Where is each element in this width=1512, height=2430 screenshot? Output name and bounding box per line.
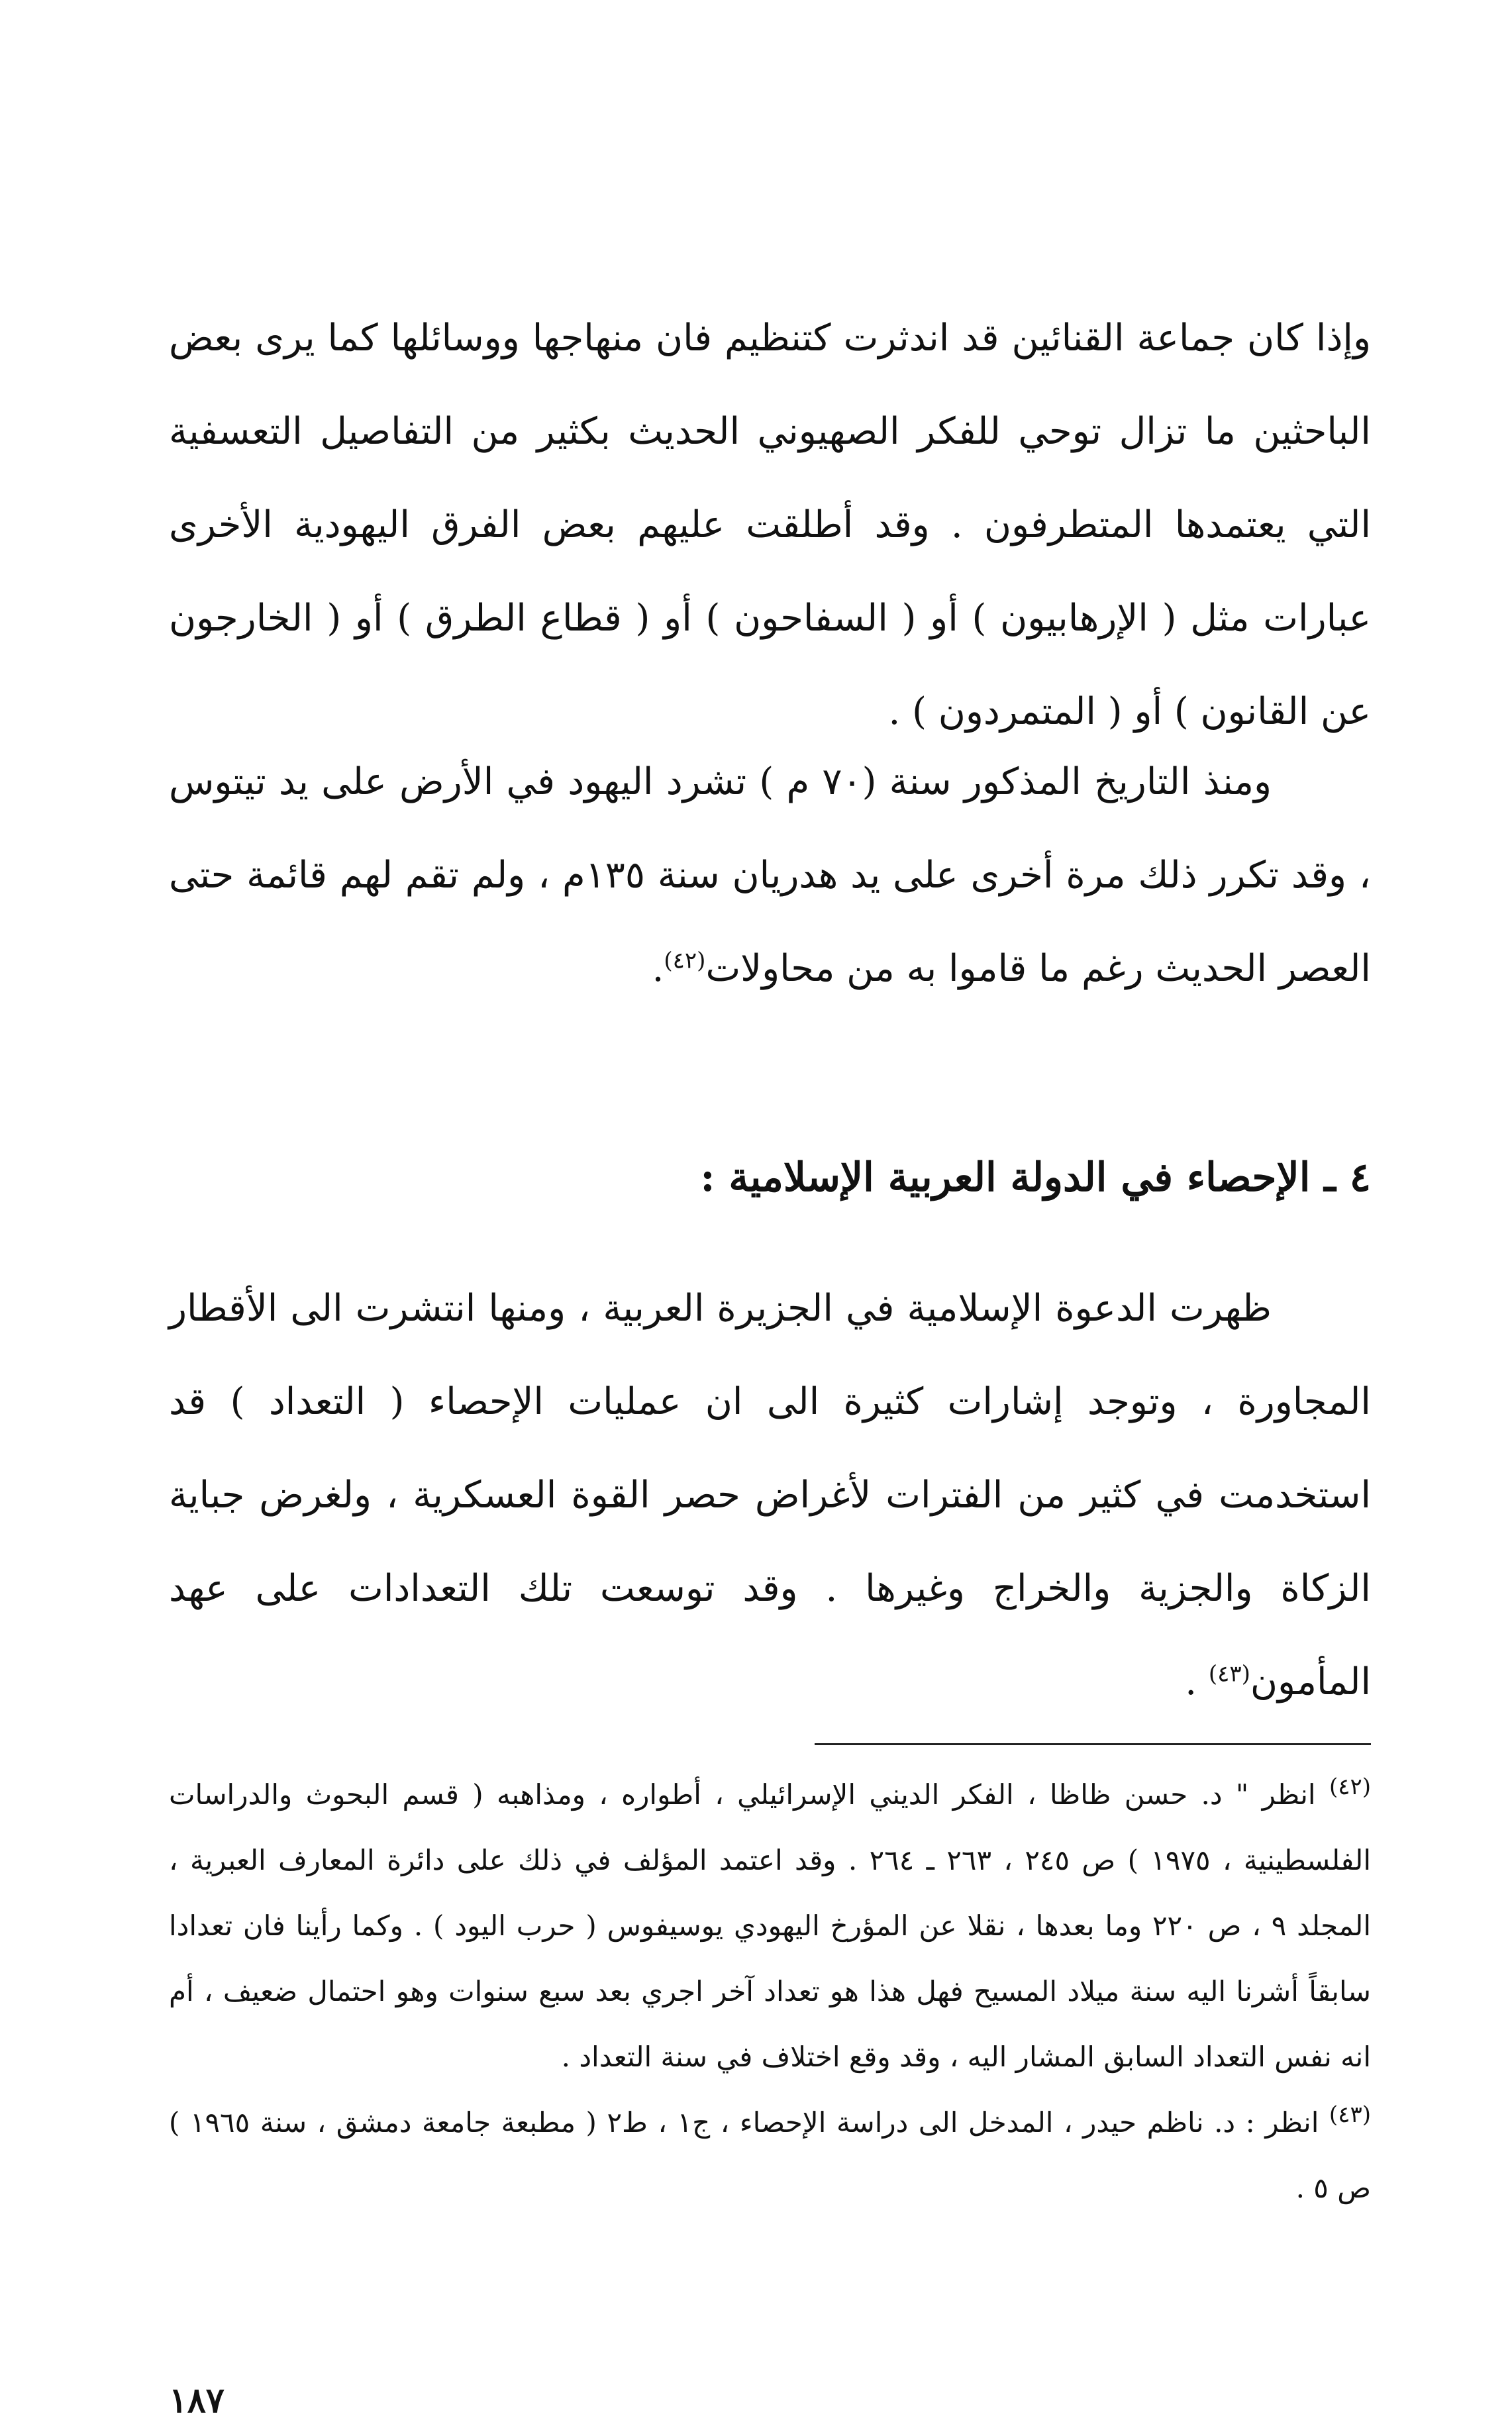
footnote-ref-42[interactable]: (٤٢) (664, 947, 706, 974)
paragraph-end: . (1185, 1660, 1209, 1703)
paragraph-end: . (652, 947, 664, 990)
footnote-text: انظر " د. حسن ظاظا ، الفكر الديني الإسرائيلي ، أطواره ، ومذاهبه ( قسم البحوث والدراسات الفلسطينية ، ١٩٧٥ ) ص ٢٤٥ ، ٢٦٣ ـ ٢٦٤ . وقد اعتمد المؤلف في ذلك على دائرة المعارف العبرية ، المجلد ٩ ، ص ٢٢٠ وما بعدها ، نقلا عن المؤرخ اليهودي يوسيفوس ( حرب اليود ) . وكما رأينا فان تعدادا سابقاً أشرنا اليه سنة ميلاد المسيح فهل هذا هو تعداد آخر اجري بعد سبع سنوات وهو احتمال ضعيف ، أم انه نفس التعداد السابق المشار اليه ، وقد وقع اختلاف في سنة التعداد . (169, 1778, 1371, 2073)
footnote-43 (169, 2090, 1371, 2221)
page-number: ١٨٧ (169, 2380, 225, 2421)
paragraph-text: ومنذ التاريخ المذكور سنة (٧٠ م ) تشرد اليهود في الأرض على يد تيتوس ، وقد تكرر ذلك مرة أخرى على يد هدريان سنة ١٣٥م ، ولم تقم لهم قائمة حتى العصر الحديث رغم ما قاموا به من محاولات (169, 760, 1371, 990)
paragraph-dispersion (169, 735, 1371, 1015)
paragraph-zealots (169, 291, 1371, 758)
footnote-mark-42: (٤٢) (1329, 1774, 1371, 1800)
footnotes (169, 1762, 1371, 2221)
footnote-ref-43[interactable]: (٤٣) (1208, 1660, 1250, 1688)
paragraph-census (169, 1262, 1371, 1729)
paragraph-text: وإذا كان جماعة القنائين قد اندثرت كتنظيم فان منهاجها ووسائلها كما يرى بعض الباحثين ما تزال توحي للفكر الصهيوني الحديث بكثير من التفاصيل التعسفية التي يعتمدها المتطرفون . وقد أطلقت عليهم بعض الفرق اليهودية الأخرى عبارات مثل ( الإرهابيون ) أو ( السفاحون ) أو ( قطاع الطرق ) أو ( الخارجون عن القانون ) أو ( المتمردون ) . (169, 317, 1371, 733)
footnote-42 (169, 1762, 1371, 2090)
paragraph-body (169, 735, 1371, 1015)
section-heading: ٤ ـ الإحصاء في الدولة العربية الإسلامية : (700, 1154, 1371, 1201)
footnote-divider (815, 1743, 1371, 1745)
paragraph-body (169, 1262, 1371, 1729)
footnote-text: انظر : د. ناظم حيدر ، المدخل الى دراسة الإحصاء ، ج١ ، ط٢ ( مطبعة جامعة دمشق ، سنة ١٩٦٥ ) ص ٥ . (169, 2106, 1371, 2204)
paragraph-text: ظهرت الدعوة الإسلامية في الجزيرة العربية ، ومنها انتشرت الى الأقطار المجاورة ، وتوجد إشارات كثيرة الى ان عمليات الإحصاء ( التعداد ) قد استخدمت في كثير من الفترات لأغراض حصر القوة العسكرية ، ولغرض جباية الزكاة والجزية والخراج وغيرها . وقد توسعت تلك التعدادات على عهد المأمون (169, 1287, 1371, 1703)
footnote-mark-43: (٤٣) (1329, 2101, 1371, 2128)
